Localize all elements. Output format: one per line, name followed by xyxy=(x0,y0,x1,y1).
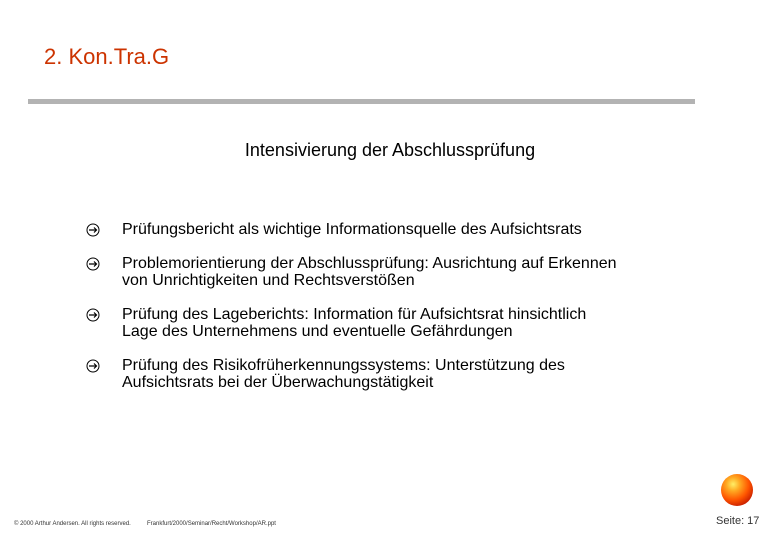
bullet-text-line1: Prüfung des Lageberichts: Information für Aufsichtsrat hinsichtlich xyxy=(122,306,587,323)
arrow-bullet-icon xyxy=(86,257,100,271)
slide-subtitle: Intensivierung der Abschlussprüfung xyxy=(244,140,536,160)
footer-file-path: Frankfurt/2000/Seminar/Recht/Workshop/AR.ppt xyxy=(147,521,276,527)
slide-title: 2. Kon.Tra.G xyxy=(44,44,170,69)
arrow-bullet-icon xyxy=(86,223,100,237)
bullet-text-line2: von Unrichtigkeiten und Rechtsverstößen xyxy=(122,272,415,289)
orange-sphere-logo-icon xyxy=(719,472,755,508)
title-divider xyxy=(28,99,695,104)
bullet-text-line1: Prüfungsbericht als wichtige Informationsquelle des Aufsichtsrats xyxy=(122,221,582,238)
bullet-list xyxy=(86,221,726,391)
page-number: Seite: 17 xyxy=(716,515,760,527)
footer-copyright: © 2000 Arthur Andersen. All rights reserved. xyxy=(14,521,131,527)
bullet-item xyxy=(86,255,726,289)
bullet-item xyxy=(86,357,726,391)
arrow-bullet-icon xyxy=(86,308,100,322)
bullet-text-line1: Prüfung des Risikofrüherkennungssystems: Unterstützung des xyxy=(122,357,565,374)
bullet-text-line2: Aufsichtsrats bei der Überwachungstätigkeit xyxy=(122,374,434,391)
bullet-item xyxy=(86,306,726,340)
bullet-item xyxy=(86,221,726,238)
bullet-text-line1: Problemorientierung der Abschlussprüfung: Ausrichtung auf Erkennen xyxy=(122,255,617,272)
bullet-text-line2: Lage des Unternehmens und eventuelle Gefährdungen xyxy=(122,323,513,340)
arrow-bullet-icon xyxy=(86,359,100,373)
